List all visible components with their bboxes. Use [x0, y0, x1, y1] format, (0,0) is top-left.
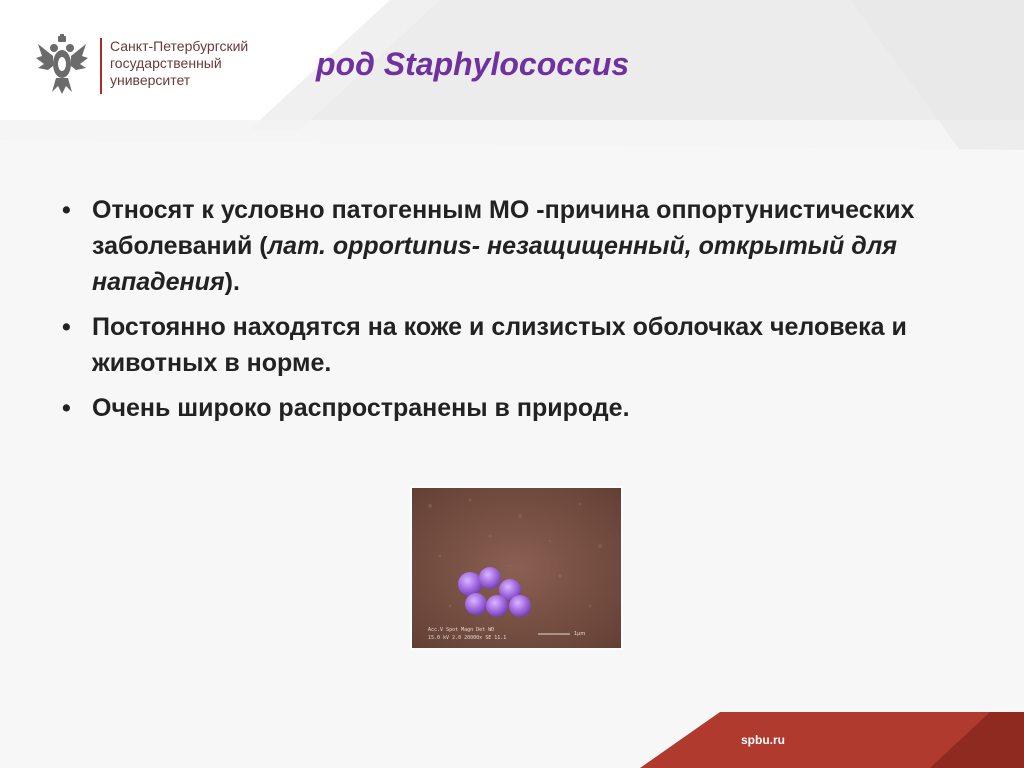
micrograph-svg: [410, 486, 623, 650]
bullet-item: [62, 309, 942, 381]
bullet-icon: •: [62, 196, 71, 224]
slide-title: род Staphylococcus: [316, 46, 630, 82]
bullet-text: Очень широко распространены в природе.: [92, 394, 630, 422]
bullet-text-italic: лат. opportunus- незащищенный, открытый для нападения: [92, 232, 897, 296]
bullet-text-end: ).: [224, 268, 240, 296]
logo-divider: [100, 38, 102, 94]
staphylococcus-micrograph-image: [410, 486, 623, 650]
university-logo[interactable]: [34, 34, 264, 100]
university-name-line-3: университет: [110, 72, 191, 88]
bullet-text: Постоянно находятся на коже и слизистых оболочках человека и животных в норме.: [92, 313, 907, 377]
footer-url-link[interactable]: spbu.ru: [741, 733, 785, 747]
double-headed-eagle-emblem-icon: [34, 34, 90, 96]
university-name: [110, 38, 270, 89]
bullet-item: [62, 192, 942, 300]
scale-caption-row1: Acc.V Spot Magn Det WD: [428, 627, 495, 633]
bullet-icon: •: [62, 394, 71, 422]
university-name-line-2: государственный: [110, 55, 222, 71]
bullet-item: [62, 390, 942, 426]
university-name-line-1: Санкт-Петербургский: [110, 38, 249, 54]
scale-caption-row2: 15.0 kV 2.0 20000x SE 11.1: [428, 635, 507, 641]
bullet-list: [62, 192, 942, 435]
bullet-icon: •: [62, 313, 71, 341]
bullet-text: Относят к условно патогенным МО -причина оппортунистических заболеваний (: [92, 196, 915, 260]
scale-label: 1μm: [574, 631, 586, 637]
